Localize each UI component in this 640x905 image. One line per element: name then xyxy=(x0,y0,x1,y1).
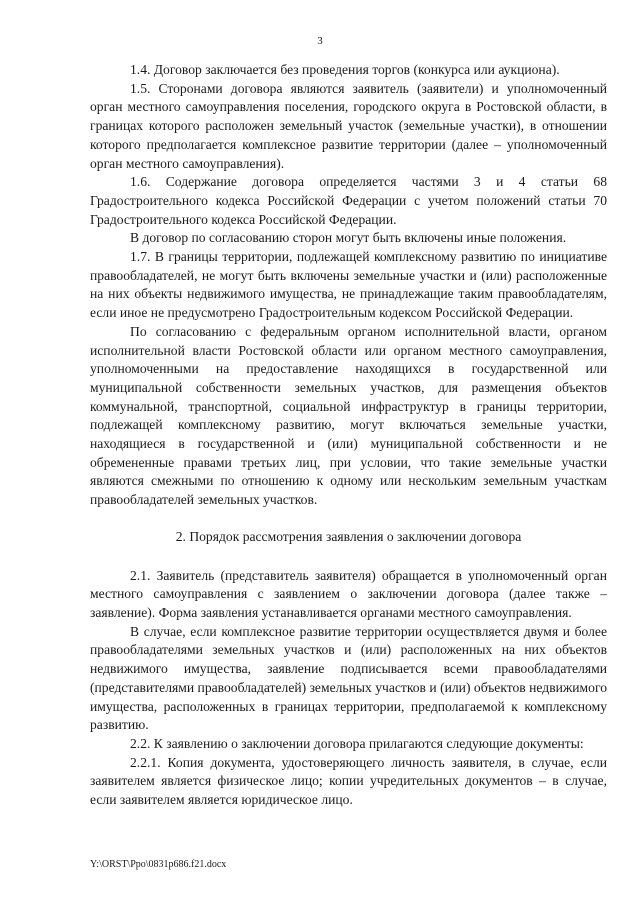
paragraph-1-5: 1.5. Сторонами договора являются заявитель (заявители) и уполномоченный орган местного самоуправления поселения, городского округа в Ростовской области, в границах которого расположен земельный участок (земельные участки), в отношении которого предполагается комплексное развитие территории (далее – уполномоченный орган местного самоуправления). xyxy=(90,80,607,171)
paragraph-2-1-joint: В случае, если комплексное развитие территории осуществляется двумя и более правообладателями земельных участков и (или) расположенных на них объектов недвижимого имущества, заявление подписывается всеми правообладателями (представителями правообладателей) земельных участков и (или) объектов недвижимого имущества, расположенных в границах территории, предполагаемой к комплексному развитию. xyxy=(90,623,607,733)
paragraph-1-7-agreement: По согласованию с федеральным органом исполнительной власти, органом исполнительной власти Ростовской области или органом местного самоуправления, уполномоченными на предоставление находящихся в государственной или муниципальной собственности земельных участков, для размещения объектов коммунальной, транспортной, социальной инфраструктур в границы территории, подлежащей комплексному развитию, могут включаться земельные участки, находящиеся в государственной и (или) муниципальной собственности и не обремененные правами третьих лиц, при условии, что такие земельные участки являются смежными по отношению к одному или нескольким земельным участкам правообладателей земельных участков. xyxy=(90,323,607,508)
paragraph-1-6-extra: В договор по согласованию сторон могут быть включены иные положения. xyxy=(130,230,567,246)
paragraph-2-2-1: 2.2.1. Копия документа, удостоверяющего личность заявителя, в случае, если заявителем является физическое лицо; копии учредительных документов – в случае, если заявителем является юридическое лицо. xyxy=(90,754,607,808)
paragraph-2-1: 2.1. Заявитель (представитель заявителя) обращается в уполномоченный орган местного самоуправления с заявлением о заключении договора (далее также – заявление). Форма заявления устанавливается органами местного самоуправления. xyxy=(90,567,607,620)
paragraph-1-4: 1.4. Договор заключается без проведения торгов (конкурса или аукциона). xyxy=(130,62,560,77)
document-body xyxy=(90,61,607,810)
section-heading: 2. Порядок рассмотрения заявления о заключении договора xyxy=(175,528,522,544)
paragraph-2-2: 2.2. К заявлению о заключении договора прилагаются следующие документы: xyxy=(130,735,584,751)
paragraph-1-6: 1.6. Содержание договора определяется частями 3 и 4 статьи 68 Градостроительного кодекса Российской Федерации с учетом положений статьи 70 Градостроительного кодекса Российской Федерации. xyxy=(90,174,607,227)
page-number: 3 xyxy=(317,35,323,47)
footer-file-path: Y:\ORST\Ppo\0831p686.f21.docx xyxy=(90,859,227,870)
paragraph-1-7: 1.7. В границы территории, подлежащей комплексному развитию по инициативе правообладателей, не могут быть включены земельные участки и (или) расположенные на них объекты недвижимого имущества, не принадлежащие таким правообладателям, если иное не предусмотрено Градостроительным кодексом Российской Федерации. xyxy=(90,249,607,321)
